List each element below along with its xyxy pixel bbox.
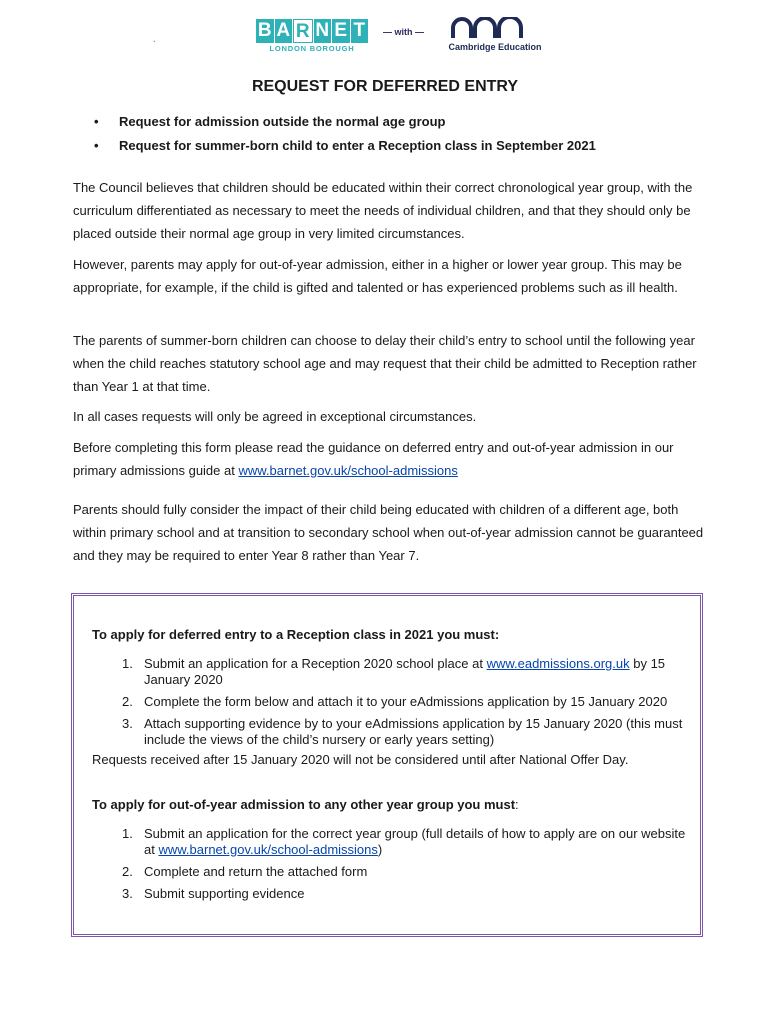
stray-mark: ` — [153, 40, 156, 49]
list-item: • Request for admission outside the normal age group — [92, 113, 596, 137]
list-item — [92, 716, 692, 748]
barnet-letter: E — [332, 19, 350, 43]
cambridge-education-text: Cambridge Education — [448, 42, 542, 52]
step-text: Complete and return the attached form — [144, 864, 368, 879]
list-item — [92, 694, 692, 710]
step-number: 2. — [122, 864, 133, 879]
other-year-heading: To apply for out-of-year admission to any other year group you must — [92, 797, 516, 812]
step-number: 3. — [122, 886, 133, 901]
header — [0, 0, 770, 60]
paragraph-summer-born: The parents of summer-born children can choose to delay their child’s entry to school until the following year when the child reaches statutory school age and may request that their child be admitted to Reception rather than Year 1 at that time. — [73, 333, 697, 394]
barnet-letter: R — [293, 19, 313, 43]
request-type-list — [92, 113, 596, 161]
step-text: Submit an application for a Reception 2020 school place at — [144, 656, 487, 671]
step-number: 1. — [122, 656, 133, 671]
list-item — [92, 826, 692, 858]
list-item — [92, 864, 692, 880]
with-label: — with — — [383, 27, 424, 37]
paragraph-impact: Parents should fully consider the impact of their child being educated with children of a different age, both within primary school and at transition to secondary school when out-of-year admission cannot be guaranteed and they may be required to enter Year 8 rather than Year 7. — [73, 502, 704, 563]
page-title: REQUEST FOR DEFERRED ENTRY — [251, 78, 519, 95]
barnet-subtitle: LONDON BOROUGH — [269, 44, 355, 53]
paragraph-exceptional: In all cases requests will only be agreed in exceptional circumstances. — [73, 409, 477, 424]
guidance-text: Before completing this form please read the guidance on deferred entry and out-of-year admission in our primary admissions guide at — [73, 440, 674, 478]
barnet-letter: B — [257, 20, 272, 41]
step-text: Complete the form below and attach it to your eAdmissions application by 15 January 2020 — [144, 694, 668, 709]
barnet-logo — [256, 19, 368, 53]
step-text: Submit an application for the correct year group (full details of how to apply are on our website at — [144, 826, 686, 857]
list-item: • Request for summer-born child to enter a Reception class in September 2021 — [92, 137, 596, 161]
barnet-letter: T — [351, 19, 369, 43]
instructions-box — [71, 593, 703, 937]
step-number: 1. — [122, 826, 133, 841]
step-number: 3. — [122, 716, 133, 731]
list-item — [92, 656, 692, 688]
cambridge-education-logo — [445, 17, 545, 52]
reception-heading: To apply for deferred entry to a Reception class in 2021 you must: — [92, 627, 500, 642]
other-year-steps — [92, 826, 692, 902]
school-admissions-link[interactable]: www.barnet.gov.uk/school-admissions — [238, 463, 458, 478]
other-year-heading-row — [92, 797, 692, 812]
heading-colon: : — [515, 797, 519, 812]
school-admissions-link[interactable]: www.barnet.gov.uk/school-admissions — [158, 842, 378, 857]
late-requests-note: Requests received after 15 January 2020 will not be considered until after National Offer Day. — [92, 752, 629, 767]
eadmissions-link[interactable]: www.eadmissions.org.uk — [486, 656, 630, 671]
barnet-letter: A — [276, 20, 291, 41]
step-text: Attach supporting evidence by to your eAdmissions application by 15 January 2020 (this must include the views of the child’s nursery or early years setting) — [144, 716, 683, 747]
list-item — [92, 886, 692, 902]
paragraph-council-belief: The Council believes that children should be educated within their correct chronological year group, with the curriculum differentiated as necessary to meet the needs of individual children, and that they should only be placed outside their normal age group in very limited circumstances. — [73, 180, 693, 241]
barnet-letter: N — [315, 20, 330, 41]
step-text: Submit supporting evidence — [144, 886, 305, 901]
cambridge-arches-icon — [445, 17, 545, 39]
step-text: by 15 January 2020 — [144, 656, 666, 687]
step-text: ) — [377, 842, 383, 857]
paragraph-guidance — [73, 436, 713, 482]
paragraph-out-of-year: However, parents may apply for out-of-year admission, either in a higher or lower year group. This may be appropriate, for example, if the child is gifted and talented or has experienced problems such as ill health. — [73, 257, 682, 295]
step-number: 2. — [122, 694, 133, 709]
reception-steps — [92, 656, 692, 748]
